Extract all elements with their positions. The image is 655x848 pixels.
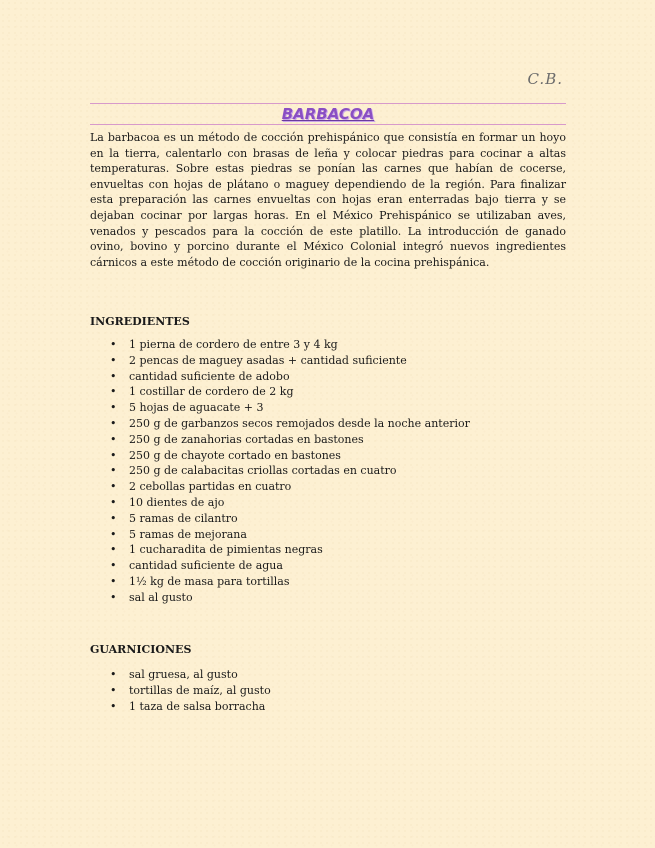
bullet-icon: • [110, 401, 117, 415]
list-item-text: tortillas de maíz, al gusto [129, 683, 271, 697]
list-item-text: 2 cebollas partidas en cuatro [129, 480, 292, 494]
bullet-icon: • [110, 543, 117, 557]
list-item [90, 542, 470, 558]
list-item [90, 400, 470, 416]
list-item-text: 10 dientes de ajo [129, 495, 225, 509]
bullet-icon: • [110, 668, 117, 681]
list-item-text: cantidad suficiente de adobo [129, 369, 290, 383]
list-item [90, 683, 271, 699]
garnishes-heading: GUARNICIONES [90, 643, 192, 656]
list-item-text: 1 cucharadita de pimientas negras [129, 543, 323, 557]
list-item-text: 250 g de chayote cortado en bastones [129, 448, 341, 462]
list-item [90, 369, 470, 385]
bullet-icon: • [110, 574, 117, 588]
list-item [90, 384, 470, 400]
bullet-icon: • [110, 464, 117, 478]
list-item [90, 353, 470, 369]
list-item-text: 1 pierna de cordero de entre 3 y 4 kg [129, 338, 338, 351]
list-item [90, 699, 271, 715]
author-initials: C.B. [527, 70, 563, 88]
bullet-icon: • [110, 699, 117, 713]
bullet-icon: • [110, 480, 117, 494]
bullet-icon: • [110, 448, 117, 462]
list-item [90, 590, 470, 606]
list-item [90, 479, 470, 495]
list-item-text: sal gruesa, al gusto [129, 668, 238, 681]
list-item [90, 448, 470, 464]
bullet-icon: • [110, 527, 117, 541]
list-item [90, 511, 470, 527]
title-bar [90, 103, 566, 125]
bullet-icon: • [110, 338, 117, 351]
bullet-icon: • [110, 590, 117, 604]
list-item-text: 5 hojas de aguacate + 3 [129, 401, 264, 415]
list-item [90, 558, 470, 574]
list-item-text: sal al gusto [129, 590, 193, 604]
list-item-text: 1½ kg de masa para tortillas [129, 574, 290, 588]
bullet-icon: • [110, 416, 117, 430]
list-item-text: 250 g de garbanzos secos remojados desde la noche anterior [129, 416, 470, 430]
list-item-text: 5 ramas de cilantro [129, 511, 238, 525]
list-item-text: cantidad suficiente de agua [129, 559, 283, 573]
list-item [90, 463, 470, 479]
bullet-icon: • [110, 495, 117, 509]
bullet-icon: • [110, 683, 117, 697]
intro-paragraph: La barbacoa es un método de cocción prehispánico que consistía en formar un hoyo en la tierra, calentarlo con brasas de leña y colocar piedras para cocinar a altas temperaturas. Sobre estas piedras se ponían las carnes que habían de cocerse, envueltas con hojas de plátano o maguey dependiendo de la región. Para finalizar esta preparación las carnes envueltas con hojas eran enterradas bajo tierra y se dejaban cocinar por largas horas. En el México Prehispánico se utilizaban aves, venados y pescados para la cocción de este platillo. La introducción de ganado ovino, bovino y porcino durante el México Colonial integró nuevos ingredientes cárnicos a este método de cocción originario de la cocina prehispánica. [90, 131, 566, 269]
list-item-text: 250 g de calabacitas criollas cortadas en cuatro [129, 464, 397, 478]
list-item-text: 2 pencas de maguey asadas + cantidad suficiente [129, 353, 407, 367]
list-item-text: 250 g de zanahorias cortadas en bastones [129, 432, 364, 446]
list-item-text: 1 taza de salsa borracha [129, 699, 266, 713]
ingredients-list [90, 337, 470, 606]
garnishes-list [90, 667, 271, 714]
bullet-icon: • [110, 559, 117, 573]
bullet-icon: • [110, 385, 117, 399]
bullet-icon: • [110, 369, 117, 383]
list-item-text: 5 ramas de mejorana [129, 527, 247, 541]
list-item [90, 337, 470, 353]
list-item [90, 432, 470, 448]
list-item [90, 667, 271, 683]
list-item [90, 574, 470, 590]
recipe-title: BARBACOA [281, 105, 375, 123]
list-item [90, 495, 470, 511]
ingredients-heading: INGREDIENTES [90, 315, 190, 328]
bullet-icon: • [110, 432, 117, 446]
bullet-icon: • [110, 511, 117, 525]
list-item [90, 416, 470, 432]
bullet-icon: • [110, 353, 117, 367]
list-item-text: 1 costillar de cordero de 2 kg [129, 385, 294, 399]
list-item [90, 527, 470, 543]
